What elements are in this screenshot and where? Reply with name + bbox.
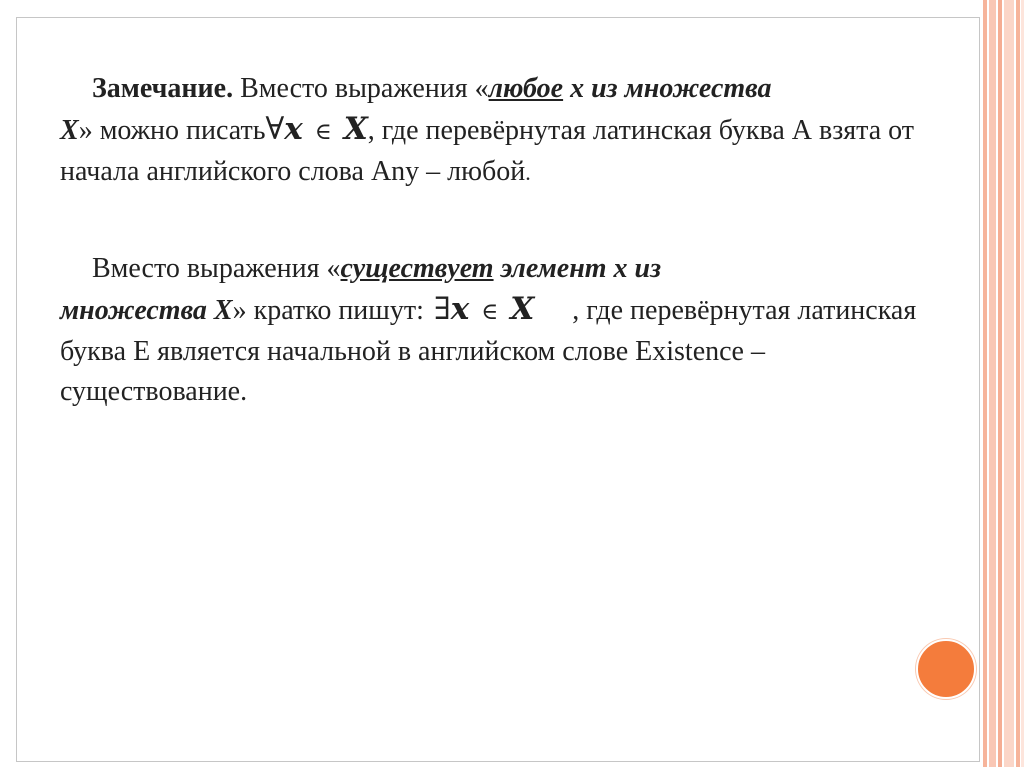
exists-formula [434,291,534,327]
text-segment: » кратко пишут: [232,295,424,326]
decorative-stripes [983,0,1024,767]
stripe [1016,0,1020,767]
formula-variable: x [450,291,470,327]
stripe [998,0,1002,767]
italic-set-name: X [60,115,79,146]
underlined-term: любое [488,73,564,104]
exists-symbol: ∃ [433,291,451,327]
stripe [989,0,996,767]
formula-set: X [510,291,535,327]
formula-set: X [343,111,368,147]
underlined-term: существует [340,253,494,284]
paragraph-exists [60,249,940,412]
stripe [983,0,987,767]
formula-variable: x [284,111,303,147]
text-segment: Вместо выражения « [92,253,341,284]
italic-phrase: x из множества [563,73,772,104]
forall-formula [266,111,368,147]
accent-circle [916,639,976,699]
forall-symbol: ∀ [265,111,285,147]
paragraph-remark [60,69,940,193]
italic-phrase: элемент x из [493,253,662,284]
italic-phrase: множества X [60,295,233,326]
text-segment: , где перевёрнутая латинская буква Е является начальной в английском слове Existence – существование. [60,295,917,407]
text-segment: Вместо выражения « [233,73,489,104]
text-segment: , где перевёрнутая латинская буква А взята от начала английского слова Any – любой [60,115,915,187]
stripe [1004,0,1014,767]
text-period: . [525,160,531,185]
text-segment: » можно писать [78,115,266,146]
element-of-symbol: ∈ [314,119,332,145]
remark-heading: Замечание. [92,73,234,104]
element-of-symbol: ∈ [481,299,499,325]
